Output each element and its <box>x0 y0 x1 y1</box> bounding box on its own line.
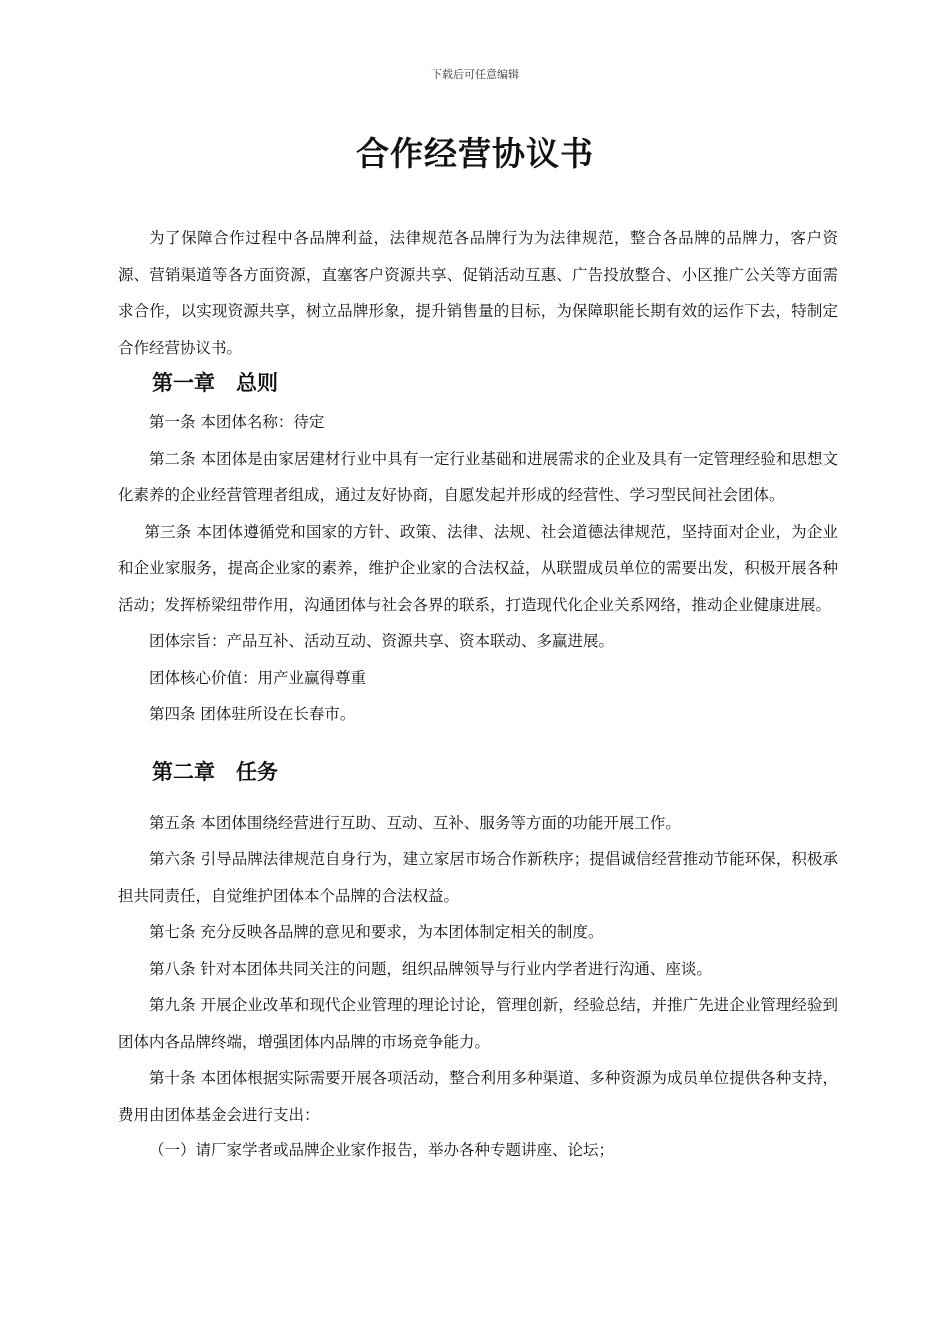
article-7: 第七条 充分反映各品牌的意见和要求，为本团体制定相关的制度。 <box>149 923 604 941</box>
document-body <box>118 220 838 1167</box>
document-title: 合作经营协议书 <box>356 134 594 173</box>
chapter-1-heading: 第一章 总则 <box>152 370 278 395</box>
chapter-2-heading: 第二章 任务 <box>152 758 278 784</box>
article-5: 第五条 本团体围绕经营进行互助、互动、互补、服务等方面的功能开展工作。 <box>149 813 681 832</box>
article-8: 第八条 针对本团体共同关注的问题，组织品牌领导与行业内学者进行沟通、座谈。 <box>149 959 712 978</box>
article-9: 第九条 开展企业改革和现代企业管理的理论讨论，管理创新，经验总结，并推广先进企业管理经验到团体内各品牌终端，增强团体内品牌的市场竞争能力。 <box>118 996 838 1051</box>
article-3: 第三条 本团体遵循党和国家的方针、政策、法律、法规、社会道德法律规范，坚持面对企业，为企业和企业家服务，提高企业家的素养，维护企业家的合法权益，从联盟成员单位的需要出发，积极开展各种活动；发挥桥梁纽带作用，沟通团体与社会各界的联系，打造现代化企业关系网络，推动企业健康进展。 <box>118 522 838 614</box>
group-core-value: 团体核心价值：用产业赢得尊重 <box>149 668 367 687</box>
intro-paragraph: 为了保障合作过程中各品牌利益，法律规范各品牌行为为法律规范，整合各品牌的品牌力，客户资源、营销渠道等各方面资源，直塞客户资源共享、促销活动互惠、广告投放整合、小区推广公关等方面需求合作，以实现资源共享，树立品牌形象，提升销售量的目标，为保障职能长期有效的运作下去，特制定合作经营协议书。 <box>118 229 838 357</box>
article-6: 第六条 引导品牌法律规范自身行为，建立家居市场合作新秩序；提倡诚信经营推动节能环保，积极承担共同责任，自觉维护团体本个品牌的合法权益。 <box>118 850 838 905</box>
group-purpose: 团体宗旨：产品互补、活动互动、资源共享、资本联动、多赢进展。 <box>149 632 615 650</box>
article-4: 第四条 团体驻所设在长春市。 <box>149 705 356 723</box>
article-1: 第一条 本团体名称：待定 <box>149 413 325 431</box>
article-2: 第二条 本团体是由家居建材行业中具有一定行业基础和进展需求的企业及具有一定管理经验和思想文化素养的企业经营管理者组成，通过友好协商，自愿发起并形成的经营性、学习型民间社会团体。 <box>118 449 838 504</box>
page-header: 下载后可任意编辑 <box>431 68 519 81</box>
list-item-1: （一）请厂家学者或品牌企业家作报告，举办各种专题讲座、论坛； <box>149 1141 615 1159</box>
article-10: 第十条 本团体根据实际需要开展各项活动，整合利用多种渠道、多种资源为成员单位提供各种支持，费用由团体基金会进行支出： <box>118 1069 838 1124</box>
